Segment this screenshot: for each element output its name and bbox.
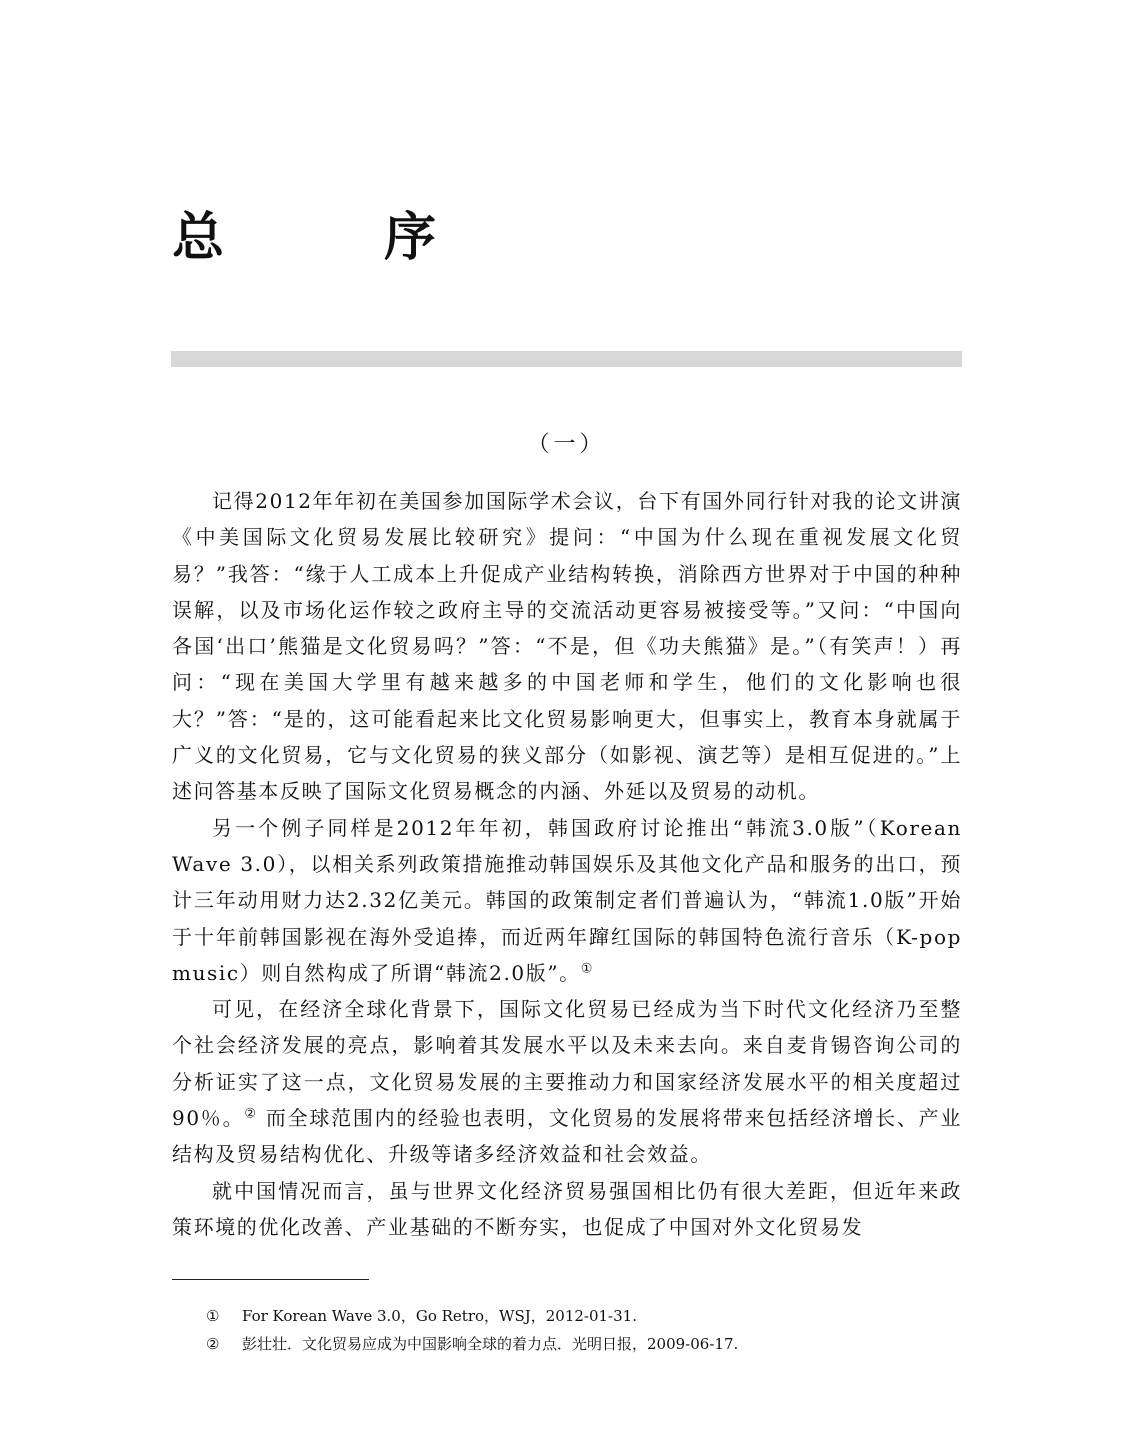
paragraph [172, 1173, 962, 1246]
page-title: 总 序 [172, 208, 491, 268]
paragraph-text: 可见，在经济全球化背景下，国际文化贸易已经成为当下时代文化经济乃至整个社会经济发展的亮点，影响着其发展水平以及未来去向。来自麦肯锡咨询公司的分析证实了这一点，文化贸易发展的主要推动力和国家经济发展水平的相关度超过90％。 [172, 997, 962, 1131]
paragraph-text: 另一个例子同样是2012年年初，韩国政府讨论推出“韩流3.0版”（Korean Wave 3.0），以相关系列政策措施推动韩国娱乐及其他文化产品和服务的出口，预计三年动用财力达2.32亿美元。韩国的政策制定者们普遍认为，“韩流1.0版”开始于十年前韩国影视在海外受追捧，而近两年蹿红国际的韩国特色流行音乐（K-pop music）则自然构成了所谓“韩流2.0版”。 [172, 815, 962, 985]
footnote-reference: ② [244, 1106, 258, 1122]
footnote [206, 1302, 946, 1330]
footnote-divider [172, 1279, 369, 1280]
paragraph-text: 就中国情况而言，虽与世界文化经济贸易强国相比仍有很大差距，但近年来政策环境的优化改善、产业基础的不断夯实，也促成了中国对外文化贸易发 [172, 1178, 962, 1239]
body-text [172, 483, 962, 1245]
footnote-text: For Korean Wave 3.0，Go Retro，WSJ，2012-01-31. [242, 1307, 637, 1325]
paragraph [172, 483, 962, 810]
section-heading-label: （一） [527, 432, 606, 457]
paragraph-text-continued: 而全球范围内的经验也表明，文化贸易的发展将带来包括经济增长、产业结构及贸易结构优化、升级等诸多经济效益和社会效益。 [172, 1106, 962, 1167]
paragraph [172, 991, 962, 1172]
section-heading [0, 430, 1133, 460]
footnote [206, 1330, 946, 1358]
paragraph [172, 810, 962, 991]
paragraph-text: 记得2012年年初在美国参加国际学术会议，台下有国外同行针对我的论文讲演《中美国际文化贸易发展比较研究》提问：“中国为什么现在重视发展文化贸易？”我答：“缘于人工成本上升促成产业结构转换，消除西方世界对于中国的种种误解，以及市场化运作较之政府主导的交流活动更容易被接受等。”又问：“中国向各国‘出口’熊猫是文化贸易吗？”答：“不是，但《功夫熊猫》是。”（有笑声！）再问：“现在美国大学里有越来越多的中国老师和学生，他们的文化影响也很大？”答：“是的，这可能看起来比文化贸易影响更大，但事实上，教育本身就属于广义的文化贸易，它与文化贸易的狭义部分（如影视、演艺等）是相互促进的。”上述问答基本反映了国际文化贸易概念的内涵、外延以及贸易的动机。 [172, 489, 962, 804]
title-divider [171, 351, 962, 367]
footnote-mark: ② [206, 1335, 220, 1353]
footnote-text: 彭壮壮．文化贸易应成为中国影响全球的着力点．光明日报，2009-06-17. [242, 1335, 739, 1353]
footnotes [206, 1302, 946, 1358]
footnote-reference: ① [580, 961, 595, 977]
footnote-mark: ① [206, 1307, 220, 1325]
